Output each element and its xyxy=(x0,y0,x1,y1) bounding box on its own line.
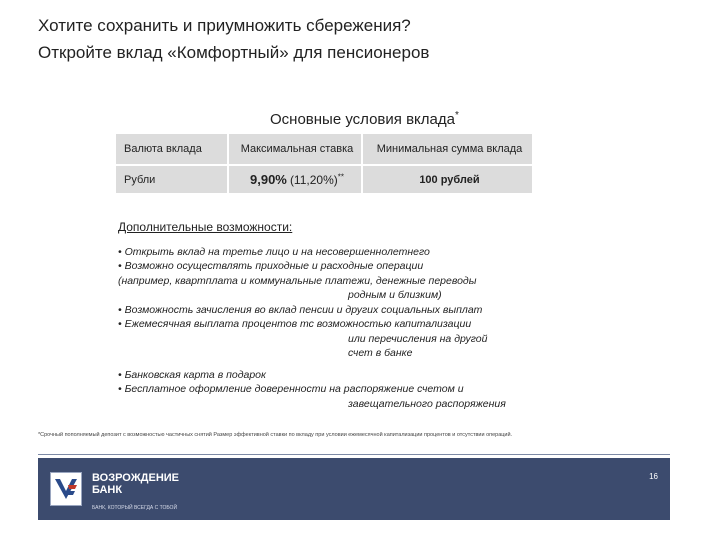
list-item: • Возможность зачисления во вклад пенсии и других социальных выплат xyxy=(118,303,483,316)
header-currency: Валюта вклада xyxy=(116,134,227,164)
rate-mark: ** xyxy=(337,172,344,182)
list-item: • Банковская карта в подарок xyxy=(118,368,266,381)
title-line-1: Хотите сохранить и приумножить сбережения? xyxy=(38,16,411,35)
footer-bar xyxy=(38,458,670,520)
list-item: • Бесплатное оформление доверенности на распоряжение счетом и xyxy=(118,383,464,395)
extra-options xyxy=(118,220,558,411)
slide-title xyxy=(38,12,678,66)
header-max-rate: Максимальная ставка xyxy=(229,134,361,164)
table-row xyxy=(116,166,532,193)
brand-line-1: ВОЗРОЖДЕНИЕ xyxy=(92,472,180,484)
footnote: *Срочный пополняемый депозит с возможностью частичных снятий Размер эффективной ставки по вкладу при условии ежемесячной капитализации процентов и отсутствии операций. xyxy=(38,432,513,438)
header-min-amount: Минимальная сумма вклада xyxy=(363,134,532,164)
list-item-continuation: родным и близким) xyxy=(348,289,442,301)
conditions-title xyxy=(270,110,459,128)
bank-slogan: БАНК, КОТОРЫЙ ВСЕГДА С ТОБОЙ xyxy=(92,505,178,511)
list-item: • Открыть вклад на третье лицо и на несовершеннолетнего xyxy=(118,245,430,258)
extra-heading: Дополнительные возможности: xyxy=(118,220,293,234)
table-header-row xyxy=(116,134,532,164)
list-item-continuation: или перечисления на другой xyxy=(348,332,488,345)
title-line-2: Откройте вклад «Комфортный» для пенсионеров xyxy=(38,43,430,62)
brand-line-2: БАНК xyxy=(92,484,123,496)
footer-divider xyxy=(38,454,670,455)
bank-brand xyxy=(92,472,179,496)
list-item: • Возможно осуществлять приходные и расходные операции xyxy=(118,260,424,272)
page-number: 16 xyxy=(649,472,658,481)
list-item-continuation: (например, квартплата и коммунальные платежи, денежные переводы xyxy=(118,274,477,287)
list-item-continuation: счет в банке xyxy=(348,347,413,359)
bank-logo-icon xyxy=(50,472,82,506)
conditions-title-text: Основные условия вклада xyxy=(270,111,455,128)
rate-main: 9,90% xyxy=(250,172,287,187)
list-item: • Ежемесячная выплата процентов тс возможностью капитализации xyxy=(118,318,472,330)
cell-currency: Рубли xyxy=(116,166,227,193)
rate-extra: (11,20%) xyxy=(289,173,338,187)
cell-min-amount: 100 рублей xyxy=(363,166,532,193)
conditions-title-mark: * xyxy=(454,110,459,121)
cell-max-rate xyxy=(229,166,361,193)
list-item-continuation: завещательного распоряжения xyxy=(348,397,506,410)
conditions-table xyxy=(114,132,534,195)
